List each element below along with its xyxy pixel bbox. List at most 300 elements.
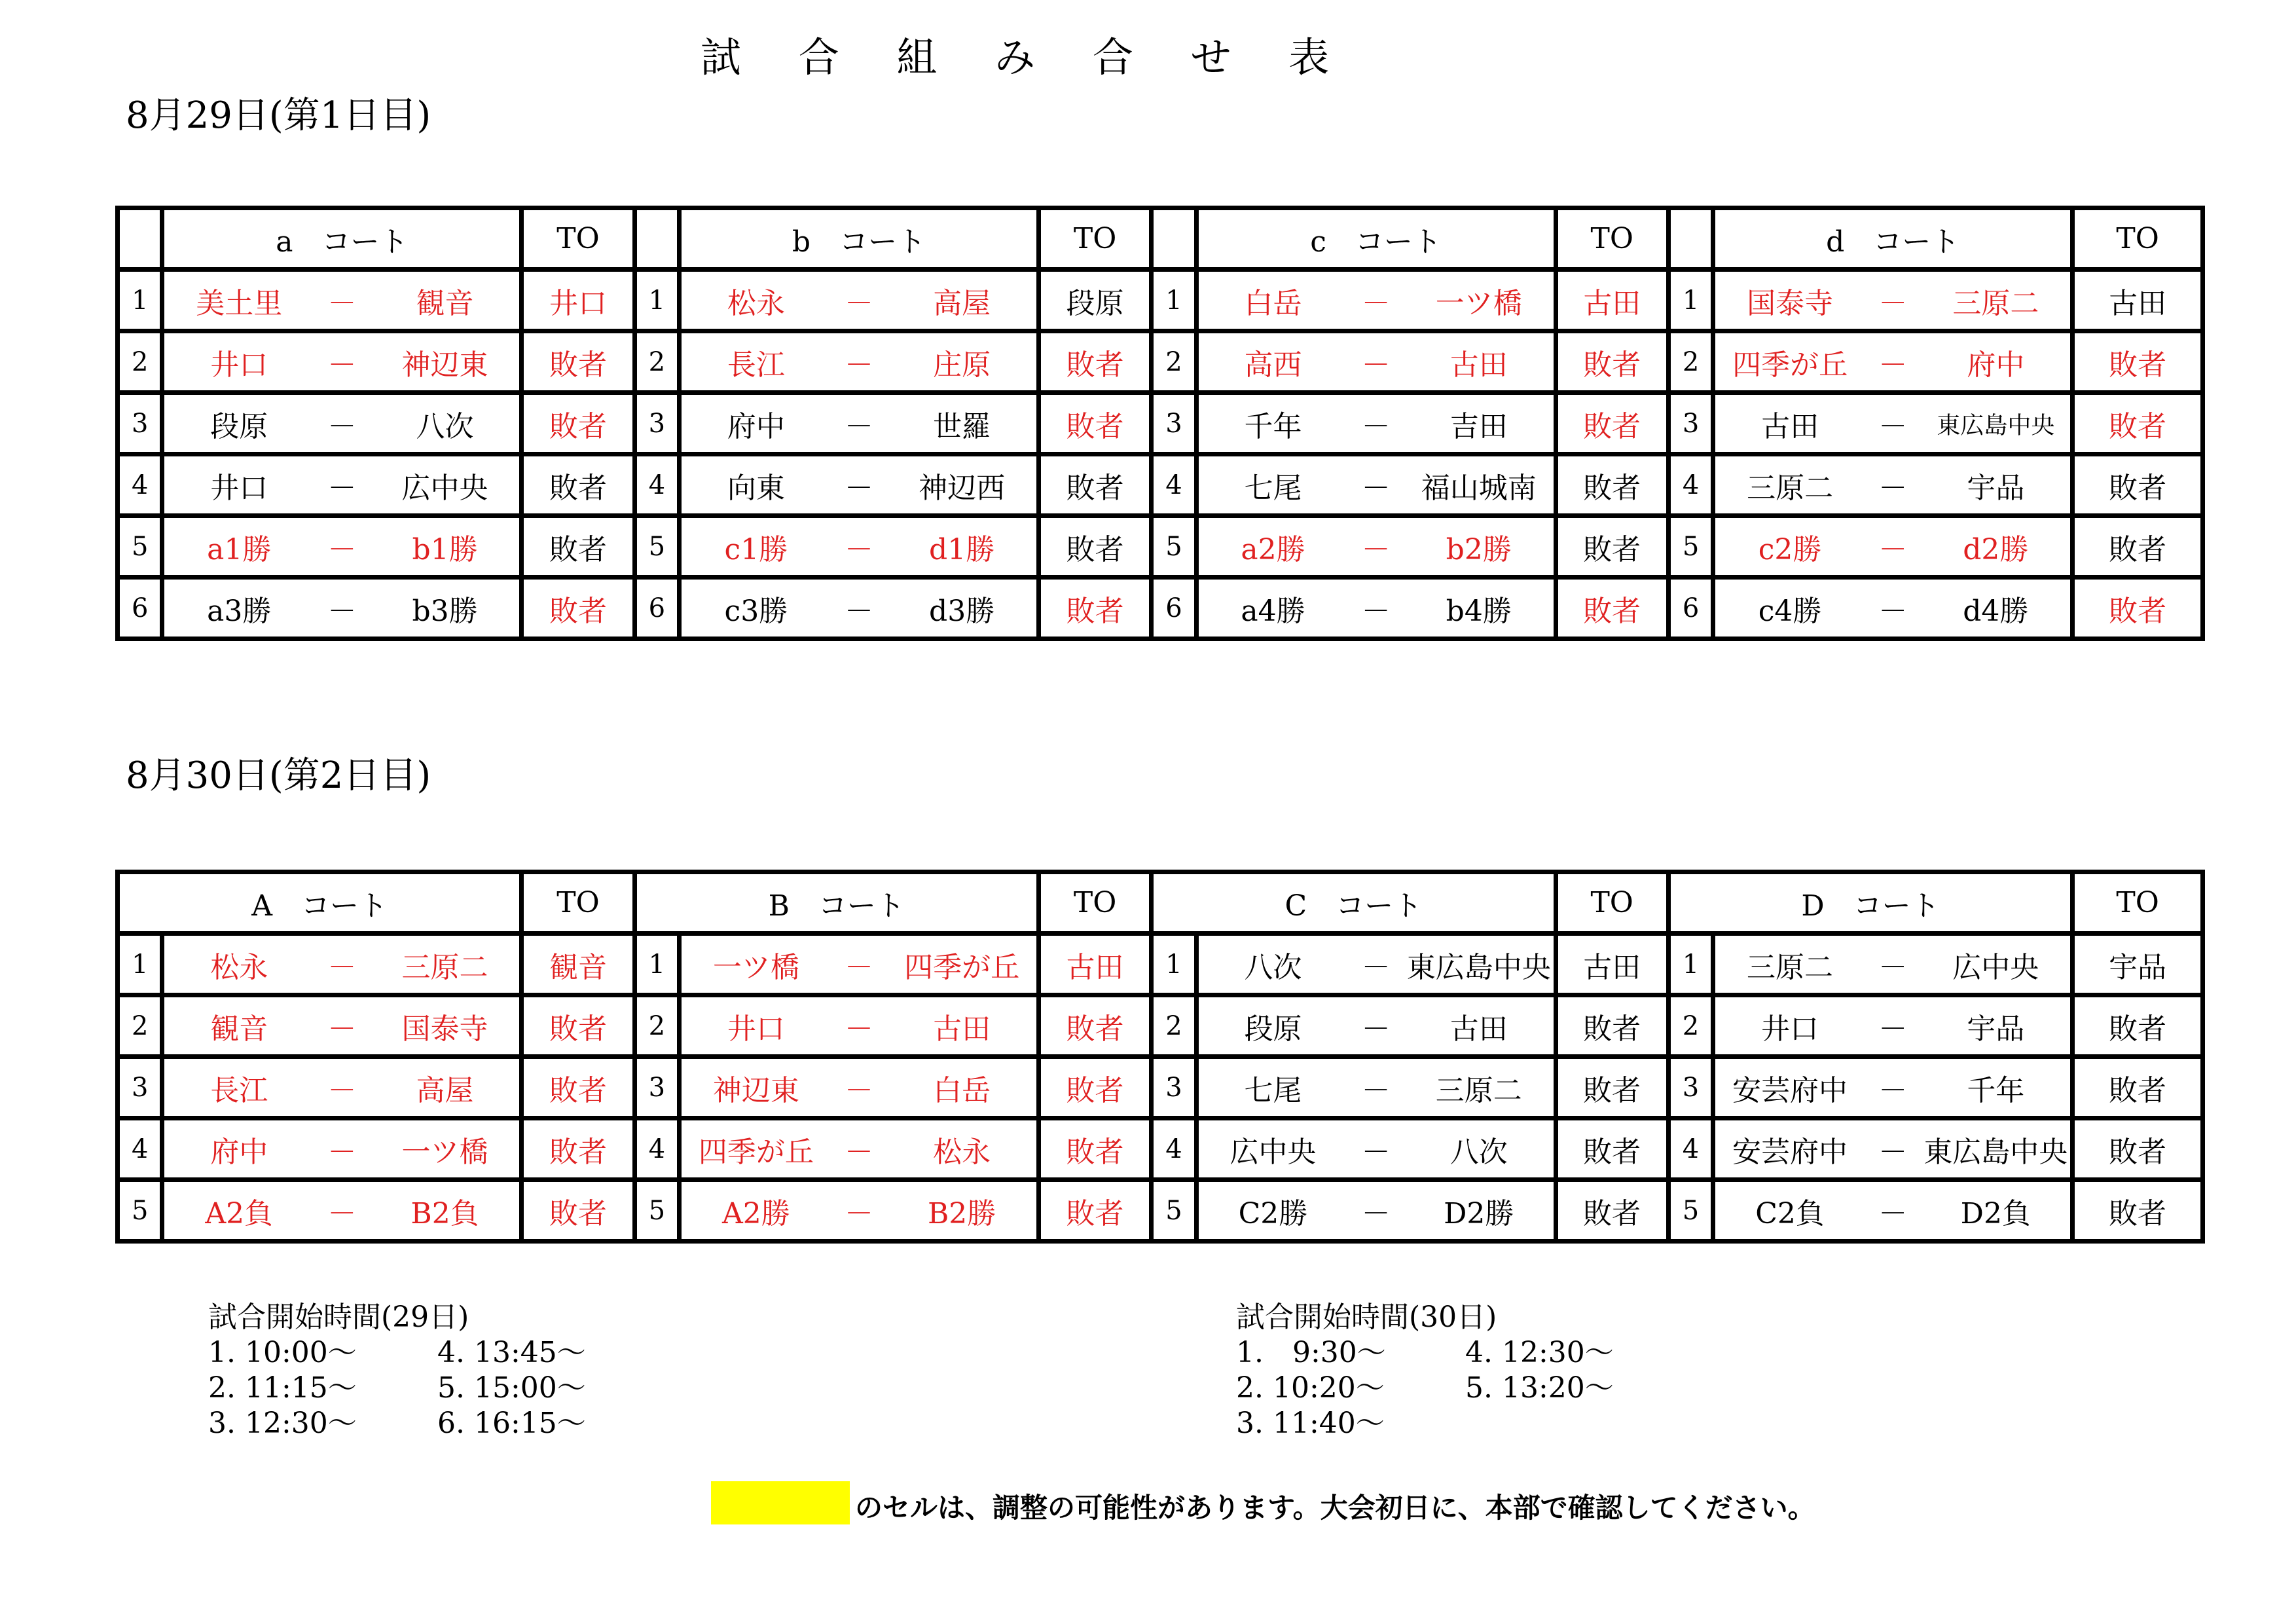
team-2: 観音 — [416, 286, 474, 320]
team-1: 八次 — [1244, 950, 1302, 984]
match-number: 1 — [1668, 270, 1713, 331]
table-official: 古田 — [1556, 934, 1668, 995]
team-1: 長江 — [727, 348, 785, 382]
team-2: 広中央 — [401, 471, 488, 505]
match-cell — [680, 331, 1039, 393]
legend-note: のセルは、調整の可能性があります。大会初日に、本部で確認してください。 — [855, 1492, 1815, 1524]
match-cell — [162, 516, 522, 578]
team-1: 国泰寺 — [1747, 286, 1834, 320]
match-number: 1 — [118, 270, 162, 331]
table-official: 古田 — [1556, 270, 1668, 331]
match-cell — [1196, 454, 1556, 516]
court-number-header — [1152, 208, 1196, 270]
start-time-row — [208, 1371, 586, 1406]
team-2: 神辺西 — [919, 471, 1006, 505]
team-2: d2勝 — [1963, 532, 2029, 566]
start-time: 5. 15:00～ — [437, 1371, 586, 1405]
match-cell — [162, 270, 522, 331]
versus-dash: － — [327, 1135, 357, 1169]
team-1: 松永 — [727, 286, 785, 320]
match-cell — [1713, 331, 2073, 393]
match-number: 3 — [634, 1057, 679, 1118]
match-number: 2 — [118, 995, 162, 1057]
team-2: 古田 — [1449, 348, 1508, 382]
team-1: 美土里 — [196, 286, 283, 320]
start-time: 4. 13:45～ — [437, 1336, 586, 1369]
table-official: 敗者 — [522, 516, 634, 578]
match-number: 5 — [118, 1180, 162, 1242]
team-1: 高西 — [1244, 348, 1302, 382]
versus-dash: － — [327, 471, 357, 505]
table-official: 敗者 — [1038, 331, 1151, 393]
team-1: 白岳 — [1244, 286, 1302, 320]
table-row — [118, 331, 2203, 393]
match-number: 1 — [634, 934, 679, 995]
versus-dash: － — [844, 950, 873, 984]
day1-title: 8月29日(第1日目) — [126, 94, 431, 137]
to-header: TO — [522, 872, 634, 934]
court-header: C コート — [1152, 872, 1556, 934]
match-cell — [162, 578, 522, 639]
start-time-row — [1236, 1371, 1614, 1406]
team-2: 国泰寺 — [401, 1012, 488, 1046]
match-number: 5 — [1668, 516, 1713, 578]
team-2: 高屋 — [933, 286, 991, 320]
match-number: 5 — [634, 1180, 679, 1242]
team-2: 広中央 — [1952, 950, 2039, 984]
table-official: 敗者 — [1038, 995, 1151, 1057]
page-title: 試 合 組 み 合 せ 表 — [701, 33, 1352, 81]
team-1: 安芸府中 — [1732, 1073, 1848, 1107]
team-2: 四季が丘 — [904, 950, 1020, 984]
start-time: 2. 11:15～ — [208, 1371, 357, 1405]
court-header: c コート — [1196, 208, 1556, 270]
team-2: D2勝 — [1444, 1196, 1514, 1230]
match-number: 4 — [118, 1118, 162, 1180]
team-1: 千年 — [1244, 409, 1302, 443]
match-cell — [680, 1180, 1039, 1242]
match-cell — [1713, 1057, 2073, 1118]
team-2: 宇品 — [1967, 471, 2025, 505]
versus-dash: － — [1361, 1073, 1391, 1107]
match-number: 3 — [1152, 1057, 1196, 1118]
header-row — [118, 208, 2203, 270]
match-cell — [1196, 516, 1556, 578]
versus-dash: － — [1878, 1196, 1908, 1230]
to-header: TO — [1038, 208, 1151, 270]
team-1: 府中 — [210, 1135, 268, 1169]
table-official: 敗者 — [1556, 393, 1668, 454]
team-1: 向東 — [727, 471, 785, 505]
match-cell — [680, 578, 1039, 639]
court-number-header — [1668, 208, 1713, 270]
versus-dash: － — [844, 1135, 873, 1169]
table-row — [118, 516, 2203, 578]
versus-dash: － — [1361, 409, 1391, 443]
match-number: 3 — [118, 1057, 162, 1118]
match-number: 3 — [118, 393, 162, 454]
table-official: 敗者 — [1556, 516, 1668, 578]
match-number: 6 — [118, 578, 162, 639]
team-2: 東広島中央 — [1923, 1135, 2068, 1169]
start-times-day30 — [1236, 1300, 1614, 1441]
team-2: 福山城南 — [1421, 471, 1537, 505]
versus-dash: － — [1361, 1196, 1391, 1230]
table-official: 敗者 — [1038, 516, 1151, 578]
match-cell — [680, 393, 1039, 454]
team-1: 観音 — [210, 1012, 268, 1046]
court-number-header — [118, 208, 162, 270]
match-cell — [162, 1118, 522, 1180]
match-cell — [1713, 516, 2073, 578]
table-official: 敗者 — [1038, 578, 1151, 639]
match-number: 6 — [634, 578, 679, 639]
match-cell — [1713, 393, 2073, 454]
team-1: 段原 — [1244, 1012, 1302, 1046]
team-2: 庄原 — [933, 348, 991, 382]
match-number: 2 — [634, 331, 679, 393]
match-number: 4 — [118, 454, 162, 516]
match-cell — [680, 270, 1039, 331]
court-header: D コート — [1668, 872, 2072, 934]
match-number: 2 — [1152, 995, 1196, 1057]
court-header: A コート — [118, 872, 522, 934]
start-time: 6. 16:15～ — [437, 1407, 586, 1440]
versus-dash: － — [1878, 348, 1908, 382]
versus-dash: － — [845, 471, 873, 505]
versus-dash: － — [327, 348, 357, 382]
table-official: 観音 — [522, 934, 634, 995]
match-number: 1 — [1152, 270, 1196, 331]
match-cell — [1713, 578, 2073, 639]
match-cell — [1196, 1180, 1556, 1242]
table-official: 敗者 — [1556, 1057, 1668, 1118]
match-number: 4 — [1152, 1118, 1196, 1180]
versus-dash: － — [1878, 471, 1908, 505]
match-cell — [1196, 934, 1556, 995]
start-time-row — [1236, 1335, 1614, 1371]
match-number: 2 — [1668, 331, 1713, 393]
table-row — [118, 454, 2203, 516]
match-cell — [1713, 995, 2073, 1057]
versus-dash: － — [327, 286, 357, 320]
team-1: 七尾 — [1244, 1073, 1302, 1107]
match-cell — [162, 1057, 522, 1118]
to-header: TO — [1556, 208, 1668, 270]
to-header: TO — [522, 208, 634, 270]
day1-schedule-table — [115, 206, 2205, 641]
team-2: 吉田 — [1449, 409, 1508, 443]
versus-dash: － — [327, 950, 357, 984]
to-header: TO — [2073, 208, 2203, 270]
team-2: B2勝 — [927, 1196, 996, 1230]
match-cell — [162, 393, 522, 454]
table-official: 敗者 — [522, 1118, 634, 1180]
team-1: 四季が丘 — [698, 1135, 814, 1169]
versus-dash: － — [327, 1073, 357, 1107]
start-time: 1. 9:30～ — [1236, 1336, 1386, 1369]
team-1: 三原二 — [1747, 950, 1834, 984]
start-time: 5. 13:20～ — [1465, 1371, 1614, 1405]
team-2: b4勝 — [1446, 594, 1512, 628]
team-1: c4勝 — [1758, 594, 1822, 628]
match-number: 4 — [1668, 454, 1713, 516]
match-number: 2 — [118, 331, 162, 393]
table-official: 敗者 — [1556, 995, 1668, 1057]
versus-dash: － — [327, 1012, 357, 1046]
match-number: 3 — [1668, 393, 1713, 454]
match-number: 3 — [1668, 1057, 1713, 1118]
table-official: 敗者 — [522, 995, 634, 1057]
versus-dash: － — [1361, 471, 1391, 505]
match-number: 2 — [634, 995, 679, 1057]
team-2: 古田 — [1449, 1012, 1508, 1046]
table-official: 敗者 — [2073, 1180, 2203, 1242]
table-official: 敗者 — [2073, 1057, 2203, 1118]
table-official: 敗者 — [2073, 995, 2203, 1057]
team-1: 井口 — [210, 348, 268, 382]
versus-dash: － — [845, 409, 873, 443]
match-cell — [162, 995, 522, 1057]
table-official: 敗者 — [522, 331, 634, 393]
versus-dash: － — [845, 532, 873, 566]
versus-dash: － — [845, 286, 873, 320]
highlight-legend-swatch — [711, 1481, 850, 1524]
table-official: 敗者 — [1038, 454, 1151, 516]
start-time: 3. 11:40～ — [1236, 1407, 1385, 1440]
match-number: 1 — [634, 270, 679, 331]
match-number: 5 — [1668, 1180, 1713, 1242]
team-1: a1勝 — [207, 532, 272, 566]
versus-dash: － — [327, 532, 357, 566]
team-1: A2勝 — [721, 1196, 790, 1230]
team-1: C2勝 — [1238, 1196, 1308, 1230]
table-official: 敗者 — [522, 393, 634, 454]
match-number: 2 — [1668, 995, 1713, 1057]
day2-title: 8月30日(第2日目) — [126, 754, 431, 797]
start-times-heading: 試合開始時間(30日) — [1236, 1301, 1497, 1334]
team-1: 古田 — [1761, 409, 1819, 443]
team-2: 松永 — [933, 1135, 991, 1169]
team-1: 広中央 — [1230, 1135, 1317, 1169]
start-time-row — [208, 1406, 586, 1441]
start-time: 2. 10:20～ — [1236, 1371, 1385, 1405]
table-row — [118, 578, 2203, 639]
team-1: 安芸府中 — [1732, 1135, 1848, 1169]
versus-dash: － — [844, 1012, 873, 1046]
match-cell — [680, 995, 1039, 1057]
table-row — [118, 1180, 2203, 1242]
table-official: 敗者 — [522, 1057, 634, 1118]
day2-schedule-table — [115, 870, 2205, 1244]
match-cell — [1713, 1118, 2073, 1180]
versus-dash: － — [327, 594, 357, 628]
team-1: c3勝 — [724, 594, 788, 628]
table-row — [118, 934, 2203, 995]
team-2: d4勝 — [1963, 594, 2029, 628]
to-header: TO — [1556, 872, 1668, 934]
versus-dash: － — [1878, 950, 1908, 984]
team-1: c1勝 — [724, 532, 788, 566]
team-2: b1勝 — [412, 532, 478, 566]
table-official: 敗者 — [522, 1180, 634, 1242]
match-number: 6 — [1668, 578, 1713, 639]
to-header: TO — [2073, 872, 2203, 934]
table-official: 敗者 — [2073, 393, 2203, 454]
start-times-heading: 試合開始時間(29日) — [208, 1301, 469, 1334]
match-cell — [680, 516, 1039, 578]
table-official: 敗者 — [2073, 578, 2203, 639]
table-official: 敗者 — [522, 454, 634, 516]
table-official: 井口 — [522, 270, 634, 331]
match-cell — [1713, 1180, 2073, 1242]
team-2: 宇品 — [1967, 1012, 2025, 1046]
team-2: 府中 — [1967, 348, 2025, 382]
team-1: 長江 — [210, 1073, 268, 1107]
court-header: b コート — [680, 208, 1039, 270]
match-cell — [1196, 331, 1556, 393]
table-official: 敗者 — [1556, 1180, 1668, 1242]
team-2: 八次 — [416, 409, 474, 443]
team-1: 井口 — [1761, 1012, 1819, 1046]
versus-dash: － — [1361, 594, 1391, 628]
team-2: d1勝 — [929, 532, 995, 566]
versus-dash: － — [844, 1196, 873, 1230]
table-row — [118, 995, 2203, 1057]
match-number: 1 — [1668, 934, 1713, 995]
versus-dash: － — [327, 409, 357, 443]
table-official: 敗者 — [1556, 1118, 1668, 1180]
court-header: B コート — [634, 872, 1038, 934]
match-cell — [1713, 454, 2073, 516]
team-2: 東広島中央 — [1937, 412, 2055, 439]
team-1: 四季が丘 — [1732, 348, 1848, 382]
table-official: 古田 — [2073, 270, 2203, 331]
team-2: 千年 — [1967, 1073, 2025, 1107]
table-official: 段原 — [1038, 270, 1151, 331]
match-number: 5 — [1152, 516, 1196, 578]
match-number: 4 — [1668, 1118, 1713, 1180]
team-2: b2勝 — [1446, 532, 1512, 566]
match-cell — [1196, 578, 1556, 639]
versus-dash: － — [1878, 594, 1908, 628]
table-official: 敗者 — [1038, 393, 1151, 454]
team-1: a4勝 — [1241, 594, 1305, 628]
court-header: d コート — [1713, 208, 2073, 270]
match-cell — [162, 454, 522, 516]
team-1: a2勝 — [1241, 532, 1305, 566]
match-number: 4 — [1152, 454, 1196, 516]
team-2: 古田 — [933, 1012, 991, 1046]
match-cell — [680, 1118, 1039, 1180]
match-number: 5 — [634, 516, 679, 578]
table-official: 敗者 — [1556, 454, 1668, 516]
match-number: 4 — [634, 454, 679, 516]
match-number: 3 — [634, 393, 679, 454]
team-1: 三原二 — [1747, 471, 1834, 505]
match-cell — [162, 331, 522, 393]
team-2: 白岳 — [933, 1073, 991, 1107]
team-2: 高屋 — [416, 1073, 474, 1107]
versus-dash: － — [1878, 1135, 1908, 1169]
table-official: 敗者 — [1556, 331, 1668, 393]
match-cell — [680, 454, 1039, 516]
table-official: 敗者 — [522, 578, 634, 639]
start-time: 3. 12:30～ — [208, 1407, 357, 1440]
court-header: a コート — [162, 208, 522, 270]
to-header: TO — [1038, 872, 1151, 934]
team-2: b3勝 — [412, 594, 478, 628]
start-time: 4. 12:30～ — [1465, 1336, 1614, 1369]
match-number: 1 — [118, 934, 162, 995]
team-1: 井口 — [727, 1012, 785, 1046]
table-row — [118, 270, 2203, 331]
versus-dash: － — [1361, 1135, 1391, 1169]
match-cell — [1196, 270, 1556, 331]
table-official: 宇品 — [2073, 934, 2203, 995]
versus-dash: － — [327, 1196, 357, 1230]
table-official: 敗者 — [2073, 454, 2203, 516]
match-cell — [162, 934, 522, 995]
table-official: 敗者 — [1556, 578, 1668, 639]
team-2: d3勝 — [929, 594, 995, 628]
match-number: 1 — [1152, 934, 1196, 995]
start-time: 1. 10:00～ — [208, 1336, 357, 1369]
team-1: 七尾 — [1244, 471, 1302, 505]
team-2: 一ツ橋 — [401, 1135, 488, 1169]
versus-dash: － — [844, 1073, 873, 1107]
match-cell — [1196, 393, 1556, 454]
versus-dash: － — [845, 348, 873, 382]
match-cell — [1196, 1057, 1556, 1118]
table-official: 敗者 — [1038, 1180, 1151, 1242]
team-1: 段原 — [210, 409, 268, 443]
versus-dash: － — [1878, 1012, 1908, 1046]
match-number: 4 — [634, 1118, 679, 1180]
table-official: 敗者 — [2073, 331, 2203, 393]
team-1: A2負 — [205, 1196, 274, 1230]
table-official: 敗者 — [2073, 516, 2203, 578]
court-number-header — [634, 208, 679, 270]
match-number: 5 — [118, 516, 162, 578]
team-1: C2負 — [1755, 1196, 1825, 1230]
match-number: 5 — [1152, 1180, 1196, 1242]
start-time-row — [1236, 1406, 1614, 1441]
table-row — [118, 1118, 2203, 1180]
team-2: 八次 — [1449, 1135, 1508, 1169]
team-1: c2勝 — [1758, 532, 1822, 566]
team-2: 神辺東 — [401, 348, 488, 382]
team-2: 一ツ橋 — [1435, 286, 1522, 320]
versus-dash: － — [1361, 348, 1391, 382]
table-row — [118, 1057, 2203, 1118]
versus-dash: － — [845, 594, 873, 628]
versus-dash: － — [1878, 409, 1908, 443]
match-cell — [1196, 995, 1556, 1057]
team-1: 井口 — [210, 471, 268, 505]
team-2: B2負 — [410, 1196, 479, 1230]
table-official: 敗者 — [2073, 1118, 2203, 1180]
versus-dash: － — [1361, 950, 1391, 984]
team-2: 三原二 — [1435, 1073, 1522, 1107]
team-1: 松永 — [210, 950, 268, 984]
match-cell — [162, 1180, 522, 1242]
start-time-row — [208, 1335, 586, 1371]
versus-dash: － — [1361, 532, 1391, 566]
versus-dash: － — [1878, 532, 1908, 566]
team-2: 三原二 — [401, 950, 488, 984]
versus-dash: － — [1878, 286, 1908, 320]
